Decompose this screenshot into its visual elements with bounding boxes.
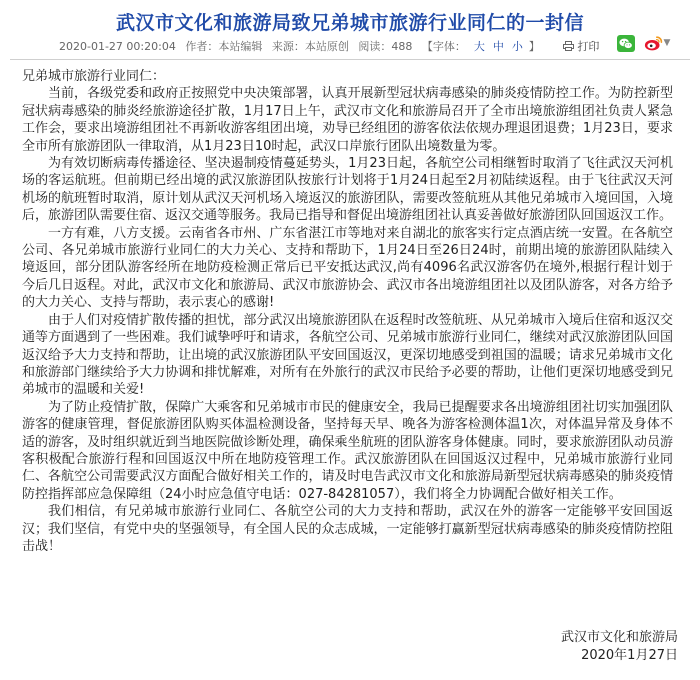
font-size-medium[interactable]: 中 (492, 40, 504, 53)
paragraph: 为有效切断病毒传播途径、坚决遏制疫情蔓延势头，1月23日起，各航空公司相继暂时取消了飞往武汉天河机场的客运航班。但前期已经出境的武汉旅游团队按旅行计划将于1月24日起至2月初陆续返程。由于飞往武汉天河机场的航班暂时取消，原计划从武汉天河机场入境返汉的旅游团队，需要改签航班从其他兄弟城市入境回国，入境后，旅游团队需要住宿、返汉交通等服务。我局已指导和督促出境游组团社认真妥善做好旅游团队回国返汉工作。 (22, 156, 673, 224)
font-size-selector: 【字体： 大 中 小 】 (421, 40, 540, 53)
paragraph: 当前，各级党委和政府正按照党中央决策部署，认真开展新型冠状病毒感染的肺炎疫情防控工作。为防控新型冠状病毒感染的肺炎经旅游途径扩散，1月17日上午，武汉市文化和旅游局召开了全市出境旅游组团社负责人紧急工作会，要求出境游组团社不再新收游客组团出境，劝导已经组团的游客依法依规办理退团退费；1月23日，要求全市所有旅游团队一律取消，从1月23日10时起，武汉口岸旅行团队出境数量为零。 (22, 86, 673, 154)
views-label: 阅读： (358, 40, 392, 53)
font-size-large[interactable]: 大 (473, 40, 485, 53)
source-label: 来源： (271, 40, 305, 53)
weibo-icon[interactable] (644, 35, 663, 52)
meta-info (59, 38, 611, 54)
article-meta-bar (0, 33, 700, 57)
share-more-caret[interactable]: ▼ (663, 38, 671, 48)
signature-date: 2020年1月27日 (581, 648, 678, 663)
print-label: 打印 (577, 40, 600, 53)
wechat-icon[interactable] (617, 35, 635, 52)
font-size-small[interactable]: 小 (511, 40, 523, 53)
source-value: 本站原创 (304, 40, 349, 53)
signature (561, 629, 678, 665)
salutation: 兄弟城市旅游行业同仁： (22, 69, 166, 84)
paragraph: 一方有难，八方支援。云南省各市州、广东省湛江市等地对来自湖北的旅客实行定点酒店统一安置。在各航空公司、各兄弟城市旅游行业同仁的大力关心、支持和帮助下，1月24日至26日24时，前期出境的旅游团队陆续入境返回，部分团队游客经所在地防疫检测正常后已平安抵达武汉,尚有4096名武汉游客仍在境外,根据行程计划于今后几日返程。对此，武汉市文化和旅游局、武汉市旅游协会、武汉市各出境游组团社以及团队游客，对各方给予的大力关心、支持与帮助，表示衷心的感谢! (22, 225, 673, 311)
author-value: 本站编辑 (218, 40, 263, 53)
article-body (22, 68, 673, 555)
publish-datetime: 2020-01-27 00:20:04 (59, 40, 176, 53)
views-count: 488 (391, 40, 413, 53)
paragraph: 为了防止疫情扩散，保障广大乘客和兄弟城市市民的健康安全，我局已提醒要求各出境游组团社切实加强团队游客的健康管理，督促旅游团队购买体温检测设备，坚持每天早、晚各为游客检测体温1次，对体温异常及身体不适的游客，及时组织就近到当地医院做诊断处理，确保乘坐航班的团队游客身体健康。同时，要求旅游团队动员游客积极配合旅游行程和回国返汉中所在地防疫管理工作。武汉旅游团队在回国返汉过程中，兄弟城市旅游行业同仁、各航空公司需要武汉方面配合做好相关工作的，请及时电告武汉市文化和旅游局新型冠状病毒感染的肺炎疫情防控指挥部应急保障组（24小时应急值守电话：027-84281057），我们将全力协调配合做好相关工作。 (22, 399, 673, 502)
article-title: 武汉市文化和旅游局致兄弟城市旅游行业同仁的一封信 (115, 12, 584, 34)
paragraph: 由于人们对疫情扩散传播的担忧，部分武汉出境旅游团队在返程时改签航班、从兄弟城市入境后住宿和返汉交通等方面遇到了一些困难。我们诚挚呼吁和请求，各航空公司、兄弟城市旅游行业同仁，继续对武汉旅游团队回国返汉给予大力支持和帮助，让出境的武汉旅游团队平安回国返汉，更深切地感受到祖国的温暖；请求兄弟城市文化和旅游部门继续给予大力协调和排忧解难，对所有在外旅行的武汉市民给予必要的帮助，让他们更深切地感受到兄弟城市的温暖和关爱! (22, 312, 673, 398)
signature-org: 武汉市文化和旅游局 (560, 630, 678, 645)
share-buttons (617, 35, 670, 55)
paragraph: 我们相信，有兄弟城市旅游行业同仁、各航空公司的大力支持和帮助，武汉在外的游客一定能够平安回国返汉；我们坚信，有党中央的坚强领导，有全国人民的众志成城，一定能够打赢新型冠状病毒感染的肺炎疫情防控阻击战！ (22, 504, 673, 554)
printer-icon (563, 41, 574, 51)
author-label: 作者： (185, 40, 219, 53)
header-divider (10, 59, 690, 60)
print-button[interactable] (563, 38, 605, 54)
